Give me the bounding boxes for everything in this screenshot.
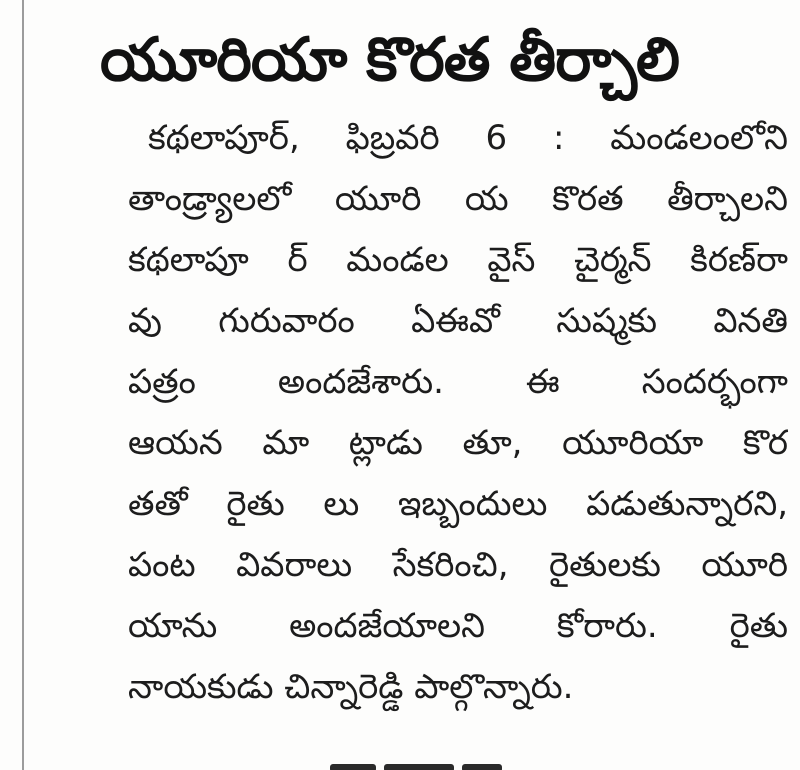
article-line: పత్రం అందజేశారు. ఈ సందర్భంగా [128, 362, 788, 402]
article-line: తాండ్ర్యాలలో యూరి య కొరత తీర్చాలని [128, 179, 788, 219]
article-line: తతో రైతు లు ఇబ్బందులు పడుతున్నారని, [128, 484, 788, 524]
article-body [128, 108, 788, 718]
column-divider [22, 0, 24, 770]
article-line: నాయకుడు చిన్నారెడ్డి పాల్గొన్నారు. [128, 667, 574, 707]
article-line: కథలాపూర్, ఫిబ్రవరి 6 : మండలంలోని [148, 118, 788, 158]
article-line: పంట వివరాలు సేకరించి, రైతులకు యూరి [128, 545, 788, 585]
article-line: యాను అందజేయాలని కోరారు. రైతు [128, 606, 788, 646]
article-line: వు గురువారం ఏఈవో సుష్మకు వినతి [128, 301, 788, 341]
article-line: ఆయన మా ట్లాడు తూ, యూరియా కొర [128, 423, 788, 463]
cropped-next-line-fragment [330, 752, 530, 770]
article-line: కథలాపూ ర్ మండల వైస్ చైర్మన్ కిరణ్‌రా [128, 240, 788, 280]
article-headline: యూరియా కొరత తీర్చాలి [100, 25, 679, 95]
